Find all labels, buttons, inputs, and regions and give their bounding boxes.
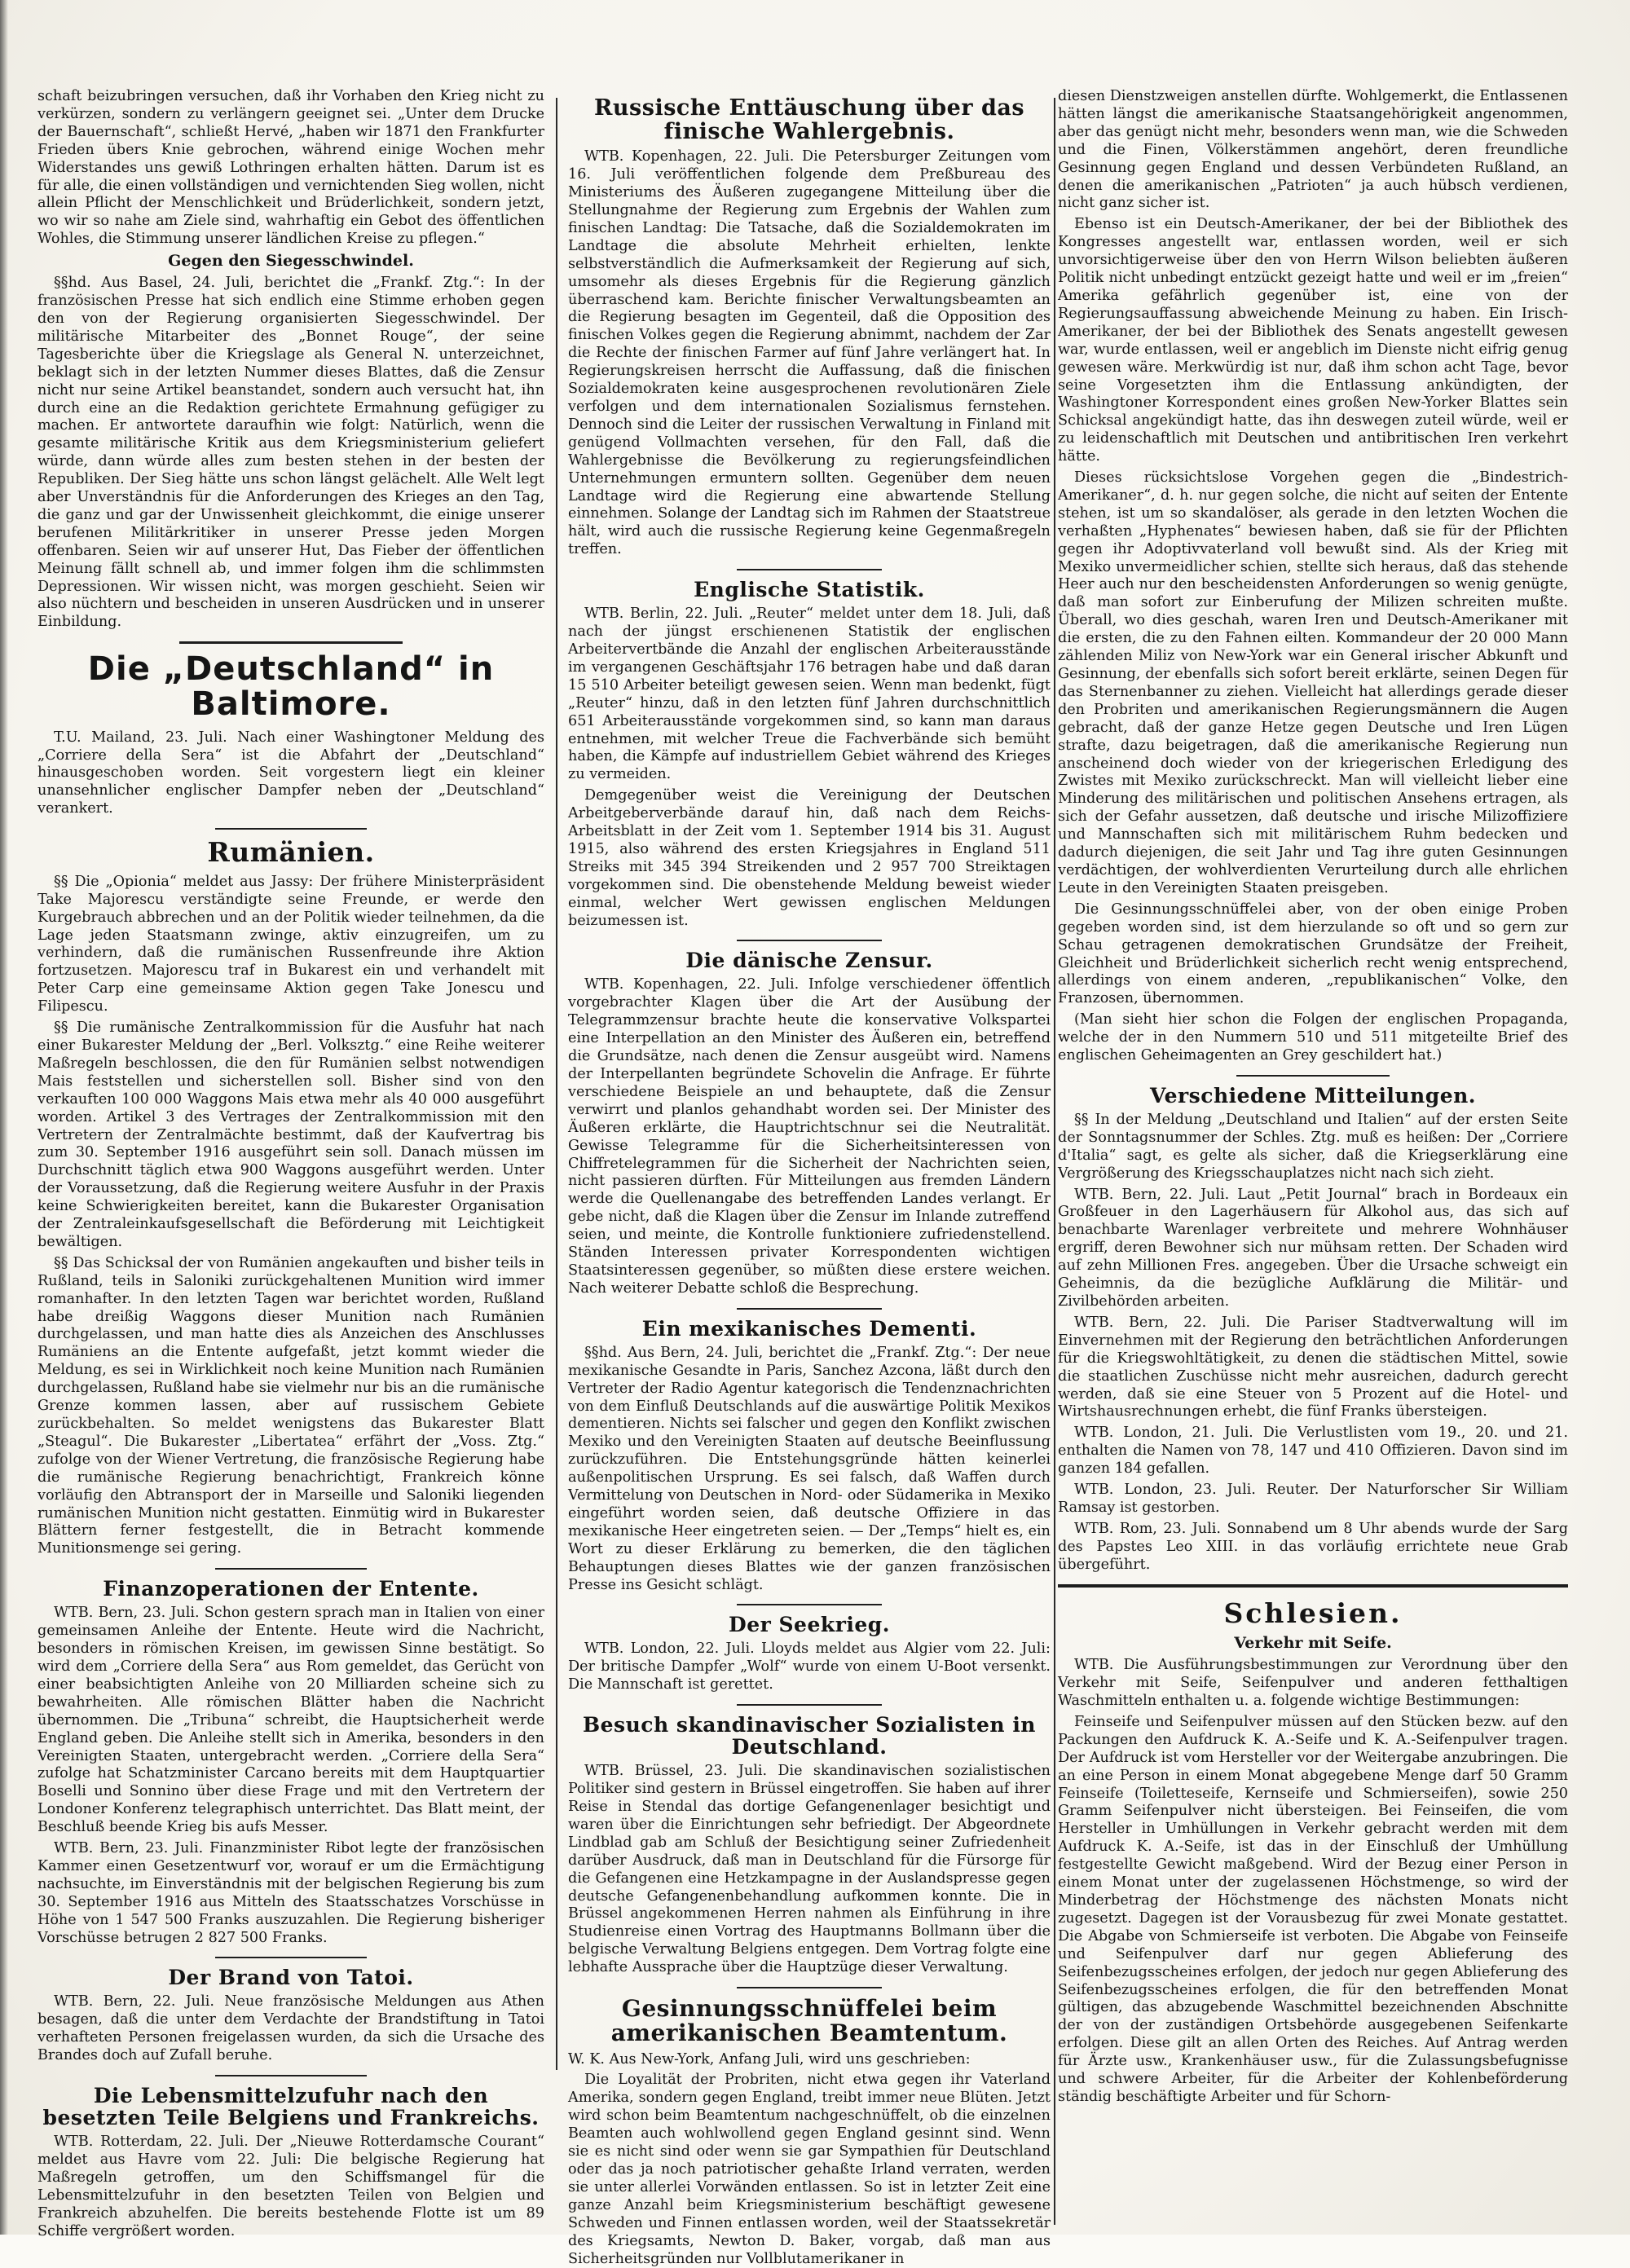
article-headline: Der Brand von Tatoi. [168,1966,414,1990]
article-paragraph: WTB. Brüssel, 23. Juli. Die skandinavischen sozialistischen Politiker sind gestern in Brüssel eingetroffen. Sie haben auf ihrer Reise in Stendal das dortige Gefangenenlager besichtigt und waren über die Einrichtungen sehr befriedigt. Der Abgeordnete Lindblad gab am Schluß der Besichtigung seiner Zufriedenheit darüber Ausdruck, daß man in Deutschland für die Fürsorge für die Gefangenen eine Hetzkampagne in der Auslandspresse gegen deutsche Gefangenenbehandlung aufkommen konnte. Die in Brüssel angekommenen Herren nahmen als Einführung in ihre Studienreise einen Vortrag des Hauptmanns Bollmann über die belgische Verwaltung Belgiens entgegen. Dem Vortrag folgte eine lebhafte Aussprache über die Hauptzüge dieser Verwaltung. [568,1763,1051,1976]
article-headline: Finanzoperationen der Entente. [103,1577,479,1601]
article-paragraph: T.U. Mailand, 23. Juli. Nach einer Washingtoner Meldung des „Corriere della Sera“ ist die Abfahrt der „Deutschland“ hinausgeschoben worden. Seit vorgestern liegt ein kleiner unansehnlicher englischer Dampfer neben der „Deutschland“ verankert. [37,729,544,817]
article-continuation: schaft beizubringen versuchen, daß ihr Vorhaben den Krieg nicht zu verkürzen, sondern zu verlängern geeignet sei. „Unter dem Drucke der Bauernschaft“, schließt Hervé, „haben wir 1871 den Frankfurter Frieden übers Knie gebrochen, während einige Wochen mehr Widerstandes uns gewiß Lothringen erhalten hätten. Darum ist es für alle, die einen vollständigen und vernichtenden Sieg wollen, nicht allein Pflicht der Menschlichkeit und Brüderlichkeit, sondern jetzt, wo wir so nahe am Ziele sind, wahrhaftig ein Gebot des öffentlichen Wohles, die Stimmung unserer ländlichen Kreise zu pflegen.“ [37,88,544,248]
article-paragraph: Demgegenüber weist die Vereinigung der Deutschen Arbeitgeberverbände darauf hin, daß nach dem Reichs-Arbeitsblatt in der Zeit vom 1. September 1914 bis 31. August 1915, also während des ersten Kriegsjahres in England 511 Streiks mit 345 394 Streikenden und 2 957 700 Streiktagen vorgekommen sind. Die obenstehende Meldung beweist wieder einmal, welcher Wert gewissen englischen Meldungen beizumessen ist. [568,787,1051,929]
article-dateline: W. K. Aus New-York, Anfang Juli, wird uns geschrieben: [568,2050,971,2068]
article-paragraph: WTB. London, 22. Juli. Lloyds meldet aus Algier vom 22. Juli: Der britische Dampfer „Wolf“ wurde von einem U-Boot versenkt. Die Mannschaft ist gerettet. [568,1640,1051,1693]
article-paragraph: §§hd. Aus Basel, 24. Juli, berichtet die „Frankf. Ztg.“: In der französischen Presse hat sich endlich eine Stimme erhoben gegen den von der Regierung organisierten Siegesschwindel. Der militärische Mitarbeiter des „Bonnet Rouge“, der seine Tagesberichte über die Kriegslage als General N. unterzeichnet, beklagt sich in der letzten Nummer dieses Blattes, daß die Zensur nicht nur seine Artikel beanstandet, sondern auch versucht hat, ihn durch eine an die Redaktion gerichtete Ermahnung gefügiger zu machen. Er antwortete daraufhin wie folgt: Natürlich, wenn die gesamte militärische Kritik aus dem Kriegsministerium geliefert würde, dann würde alles zum besten stehen in der besten der Republiken. Der Sieg hätte uns schon längst gelächelt. Alle Welt legt aber Unverständnis für die Anforderungen des Krieges an den Tag, die ganz und gar der Unwissenheit gleichkommt, die einige unserer berufenen Militärkritiker in unserer Presse jeden Morgen offenbaren. Seien wir auf unserer Hut, Das Fieber der öffentlichen Meinung fällt schnell ab, und immer folgen ihm die schlimmsten Depressionen. Wir wissen nicht, was morgen geschieht. Seien wir also nüchtern und bescheiden in unseren Ausdrücken und in unserer Einbildung. [37,275,544,631]
article-paragraph: §§ In der Meldung „Deutschland und Italien“ auf der ersten Seite der Sonntagsnummer der Schles. Ztg. muß es heißen: Der „Corriere d'Italia“ sagt, es gelte als sicher, daß die Kriegserklärung eine Vergrößerung des Kriegsschauplatzes nicht nach sich zieht. [1058,1111,1568,1182]
article-paragraph: WTB. Bern, 22. Juli. Laut „Petit Journal“ brach in Bordeaux ein Großfeuer in den Lagerhäusern für Alkohol aus, das sich auf benachbarte Warenlager verbreitete und mehrere Wohnhäuser ergriff, deren Bewohner sich nur mühsam retten. Der Schaden wird auf zehn Millionen Fres. angegeben. Über die Ursache schweigt ein Geheimnis, da die bezügliche Aufklärung die Militär- und Zivilbehörden arbeiten. [1058,1186,1568,1310]
section-subheadline: Verkehr mit Seife. [1234,1634,1392,1653]
article-paragraph: Die Loyalität der Probriten, nicht etwa gegen ihr Vaterland Amerika, sondern gegen England, treibt immer neue Blüten. Jetzt wird schon beim Beamtentum nachgeschnüffelt, ob die einzelnen Beamten auch wohlwollend gegen England gesinnt sind. Wenn sie es nicht sind oder wenn sie gar Sympathien für Deutschland oder das ja noch patriotischer gehaßte Irland verraten, werden sie unter allerlei Vorwänden entlassen. So ist in letzter Zeit eine ganze Anzahl beim Kriegsministerium beschäftigt gewesene Schweden und Finnen entlassen worden, weil der Staatssekretär des Kriegsamts, Newton D. Baker, vorgab, daß man aus Sicherheitsgründen nur Vollblutamerikaner in [568,2072,1051,2267]
article-paragraph: §§ Die „Opionia“ meldet aus Jassy: Der frühere Ministerpräsident Take Majorescu verständigte seine Freunde, er werde den Kurgebrauch abbrechen und an der Politik wieder teilnehmen, da die Lage jeden Staatsmann zwinge, aktiv einzugreifen, um zu verhindern, daß die rumänischen Russenfreunde ihre Aktion fortzusetzen. Majorescu traf in Bukarest ein und verhandelt mit Peter Carp eine gemeinsame Aktion gegen Take Jonescu und Filipescu. [37,873,544,1015]
article-paragraph: WTB. Rotterdam, 22. Juli. Der „Nieuwe Rotterdamsche Courant“ meldet aus Havre vom 22. Juli: Die belgische Regierung hat Maßregeln getroffen, um den Schiffsmangel für die Lebensmittelzufuhr in den besetzten Teilen von Belgien und Frankreich abzuhelfen. Die bereits bestehende Flotte ist um 89 Schiffe vergrößert worden. [37,2134,544,2239]
article-separator [215,2075,368,2076]
article-separator [179,641,403,644]
section-separator [1058,1584,1568,1588]
article-paragraph: Ebenso ist ein Deutsch-Amerikaner, der bei der Bibliothek des Kongresses angestellt war, entlassen worden, weil er sich unvorsichtigerweise über den von Herrn Wilson beliebten äußeren Politik nicht unbedingt entzückt gezeigt hatte und weil er im „freien“ Amerika gefährlich gegenüber ist, eine von der Regierungsauffassung abweichende Meinung zu haben. Ein Irisch-Amerikaner, der bei der Bibliothek des Senats angestellt gewesen war, wurde entlassen, weil er angeblich im Dienste nicht eifrig genug gewesen wäre. Merkwürdig ist nur, daß ihm schon acht Tage, bevor seine Vorgesetzten ihm die Entlassung ankündigten, der Washingtoner Korrespondent eines großen New-Yorker Blattes sein Schicksal angekündigt hatte, das ihn deswegen zuteil würde, weil er zu leidenschaftlich mit Deutschen und antibritischen Iren verkehrt hätte. [1058,216,1568,465]
article-paragraph: Dieses rücksichtslose Vorgehen gegen die „Bindestrich-Amerikaner“, d. h. nur gegen solche, die nicht auf seiten der Entente stehen, ist um so skandalöser, als gerade in den letzten Wochen die verhaßten „Hyphenates“ bewiesen haben, daß sie für der Pflichten gegen ihr Adoptivvaterland voll bewußt sind. Als der Krieg mit Mexiko unvermeidlicher schien, stellte sich heraus, daß das stehende Heer auch nur den bescheidensten Anforderungen so wenig genügte, daß man sofort zur Einberufung der Milizen schreiten mußte. Überall, wo dies geschah, waren Iren und Deutsch-Amerikaner mit die ersten, die zu den Fahnen eilten. Kommandeur der 20 000 Mann zählenden Miliz von New-York war ein General irischer Abkunft und Gesinnung, der ebenfalls sich sofort bereit erklärte, seinen Degen für das Sternenbanner zu ziehen. Vielleicht hat allerdings gerade dieser den Probriten und amerikanischen Regierungsmännern die Augen gebracht, daß der ganze Hetze gegen Deutsche und Iren Lügen strafte, dazu beigetragen, daß die amerikanische Regierung nun anscheinend doch wieder von der kriegerischen Erledigung des Zwistes mit Mexiko zurückschreckt. Man will vielleicht lieber eine Minderung des militärischen und politischen Ansehens ertragen, als sich der Gefahr aussetzen, daß deutsche und irische Milizoffiziere und Mannschaften sich mit militärischem Ruhm bedecken und dadurch diejenigen, die seit Jahr und Tag ihre guten Gesinnungen verdächtigen, der wohlverdienten Verurteilung durch alle ehrlichen Leute in den Vereinigten Staaten preisgeben. [1058,469,1568,896]
article-paragraph: WTB. London, 21. Juli. Die Verlustlisten vom 19., 20. und 21. enthalten die Namen von 78, 147 und 410 Offizieren. Davon sind im ganzen 184 gefallen. [1058,1425,1568,1478]
article-paragraph: §§ Die rumänische Zentralkommission für die Ausfuhr hat nach einer Bukarester Meldung der „Berl. Volksztg.“ eine Reihe weiterer Maßregeln beschlossen, die den für Rumänien selbst notwendigen Mais feststellen und sicherstellen soll. Bisher sind von den verkauften 100 000 Waggons Mais etwa mehr als 40 000 ausgeführt worden. Artikel 3 des Vertrages der Zentralkommission mit den Vertretern der Zentralmächte bestimmt, daß der Kaufvertrag bis zum 30. September 1916 ausgeführt sein soll. Danach müssen im Durchschnitt täglich etwa 900 Waggons ausgeführt werden. Unter der Voraussetzung, daß die Regierung weitere Ausfuhr in der Praxis keine Schwierigkeiten bereitet, kann die Bukarester Organisation der Zentraleinkaufsgesellschaft die Beförderung mit Leichtigkeit bewältigen. [37,1019,544,1250]
article-paragraph: WTB. Bern, 23. Juli. Schon gestern sprach man in Italien von einer gemeinsamen Anleihe der Entente. Heute wird die Nachricht, besonders in römischen Kreisen, im gewissen Sinne bestätigt. So wird dem „Corriere della Sera“ aus Rom gemeldet, das Gerücht von einer beabsichtigten Anleihe von 20 Milliarden scheine sich zu bewahrheiten. Alle römischen Blätter haben die Nachricht übernommen. Die „Tribuna“ schreibt, die Hauptsicherheit werde England geben. Die Anleihe stellt sich in Amerika, besonders in den Vereinigten Staaten, untergebracht werden. „Corriere della Sera“ zufolge hat Schatzminister Carcano bereits mit dem Hauptquartier Boselli und Sonnino über diese Frage und mit den Vertretern der Londoner Konferenz telegraphisch unterrichtet. Das Blatt meint, der Beschluß beende Krieg bis aufs Messer. [37,1605,544,1836]
article-headline: Russische Enttäuschung über das finische Wahlergebnis. [593,95,1025,145]
column-middle [568,88,1051,2267]
article-paragraph: WTB. Bern, 22. Juli. Die Pariser Stadtverwaltung will im Einvernehmen mit der Regierung den beträchtlichen Anforderungen für die Kriegswohltätigkeit, zu denen die städtischen Mittel, sowie die staatlichen Zuschüsse nicht mehr ausreichen, dadurch gerecht werden, daß sie eine Steuer von 5 Prozent auf die Hotel- und Wirtshausrechnungen erhebt, die fünf Franks übersteigen. [1058,1314,1568,1420]
article-headline: Englische Statistik. [694,578,925,602]
article-headline: Ein mexikanisches Dementi. [641,1316,977,1341]
editor-note: (Man sieht hier schon die Folgen der englischen Propaganda, welche der in den Nummern 510 und 511 mitgeteilte Brief des englischen Geheimagenten an Grey geschildert hat.) [1058,1011,1568,1064]
article-separator [737,940,882,941]
article-headline: Gegen den Siegesschwindel. [168,252,414,271]
article-paragraph: WTB. Berlin, 22. Juli. „Reuter“ meldet unter dem 18. Juli, daß nach der jüngst erschienenen Statistik der englischen Arbeitervertbände die Anzahl der englischen Arbeiterausstände im vergangenen Geschäftsjahr 176 betragen habe und daß daran 15 510 Arbeiter beteiligt gewesen seien. Wenn man bedenkt, fügt „Reuter“ hinzu, daß in den letzten fünf Jahren durchschnittlich 651 Arbeiterausstände vorgekommen sind, so kann man daraus entnehmen, mit welcher Treue die Fachverbände sich bemüht haben, die Kämpfe auf industriellem Gebiet während des Krieges zu vermeiden. [568,606,1051,783]
article-paragraph: Die Gesinnungsschnüffelei aber, von der oben einige Proben gegeben worden sind, ist dem hierzulande so oft und so gern zur Schau getragenen demokratischen Grundsätze der Freiheit, Gleichheit und Brüderlichkeit sicherlich recht wenig entsprechend, allerdings von einem anderen, „republikanischen“ Volke, den Franzosen, übernommen. [1058,901,1568,1007]
column-divider [556,98,557,2070]
article-paragraph: WTB. Rom, 23. Juli. Sonnabend um 8 Uhr abends wurde der Sarg des Papstes Leo XIII. in das vorläufig errichtete neue Grab übergeführt. [1058,1520,1568,1573]
scan-edge-shadow [0,0,8,2235]
article-separator [737,569,882,570]
article-paragraph: §§ Das Schicksal der von Rumänien angekauften und bisher teils in Rußland, teils in Saloniki zurückgehaltenen Munition wird immer romanhafter. In den letzten Tagen war berichtet worden, Rußland habe dreißig Waggons dieser Munition nach Rumänien durchgelassen, und man hatte dies als Anzeichen des Anschlusses Rumäniens an die Entente aufgefaßt, jetzt kommt wieder die Meldung, es sei in Wirklichkeit noch keine Munition nach Rumänien durchgelassen, Rußland habe sie vielmehr nur bis an die rumänische Grenze kommen lassen, aber auf russischem Gebiete zurückbehalten. So meldet wenigstens das Bukarester Blatt „Steagul“. Die Bukarester „Libertatea“ erfährt der „Voss. Ztg.“ zufolge von der Wiener Vertretung, die französische Regierung habe die rumänische Regierung benachrichtigt, Frankreich könne vorläufig den Abtransport der in Marseille und Saloniki liegenden rumänischen Munition nicht gestatten. Einmütig wird in Bukarester Blättern ferner festgestellt, die in Betracht kommende Munitionsmenge sei gering. [37,1254,544,1557]
article-headline: Verschiedene Mitteilungen. [1149,1083,1476,1108]
article-headline: Die „Deutschland“ in Baltimore. [87,650,495,724]
article-separator [215,1568,368,1570]
article-paragraph: Feinseife und Seifenpulver müssen auf den Stücken bezw. auf den Packungen den Aufdruck K. A.-Seife und K. A.-Seifenpulver tragen. Der Aufdruck ist vom Hersteller vor der Weitergabe anzubringen. Die an eine Person in einem Monat abgegebene Menge darf 50 Gramm Feinseife (Toiletteseife, Kernseife und Schmierseifen), sowie 250 Gramm Seifenpulver nicht übersteigen. Bei Feinseifen, die vom Hersteller in Umhüllungen in Verkehr gebracht werden mit dem Aufdruck K. A.-Seife, ist das in der Einschluß der Umhüllung festgestellte Gewicht maßgebend. Wird der Bezug einer Person in einem Monat unter der zugelassenen Höchstmenge, so wird der Minderbetrag der Höchstmenge des nächsten Monats nicht zugesetzt. Dagegen ist der Vorausbezug für zwei Monate gestattet. Die Abgabe von Schmierseife ist verboten. Die Abgabe von Feinseife und Seifenpulver darf nur gegen Ablieferung des Seifenbezugsscheines erfolgen, der jedoch nur gegen Ablieferung des Seifenbezugsscheines erfolgen, die für den betreffenden Monat gültigen, das abzugebende Waschmittel bezeichnenden Abschnitte der von der zuständigen Ortsbehörde ausgegebenen Seifenkarte erfolgen. Diese gilt an allen Orten des Reiches. Auf Antrag werden für Ärzte usw., Krankenhäuser usw., für die Zulassungsbefugnisse und schwere Arbeiter, für die Arbeiter der Kohlenbeförderung ständig beschäftigte Arbeiter und für Schorn- [1058,1713,1568,2105]
section-headline: Schlesien. [1223,1596,1403,1629]
article-separator [215,828,368,830]
article-headline: Die dänische Zensur. [685,949,933,973]
article-headline: Gesinnungsschnüffelei beim amerikanischen Beamtentum. [610,1995,1008,2047]
article-headline: Die Lebensmittelzufuhr nach den besetzten Teile Belgiens und Frankreichs. [42,2084,540,2130]
column-left [37,88,544,2239]
article-separator [737,1604,882,1605]
article-separator [737,1987,882,1988]
article-headline: Besuch skandinavischer Sozialisten in Deutschland. [583,1713,1036,1759]
article-paragraph: WTB. London, 23. Juli. Reuter. Der Naturforscher Sir William Ramsay ist gestorben. [1058,1482,1568,1516]
article-paragraph: WTB. Bern, 22. Juli. Neue französische Meldungen aus Athen besagen, daß die unter dem Verdachte der Brandstiftung in Tatoi verhafteten Personen freigelassen wurden, da sich die Ursache des Brandes doch auf Zufall beruhe. [37,1993,544,2064]
article-headline: Rumänien. [207,836,375,869]
article-paragraph: WTB. Die Ausführungsbestimmungen zur Verordnung über den Verkehr mit Seife, Seifenpulver und anderen fetthaltigen Waschmitteln enthalten u. a. folgende wichtige Bestimmungen: [1058,1657,1568,1710]
article-separator [1236,1075,1390,1077]
article-separator [737,1704,882,1706]
article-continuation: diesen Dienstzweigen anstellen dürfte. Wohlgemerkt, die Entlassenen hätten längst die amerikanische Staatsangehörigkeit angenommen, aber das genügt nicht mehr, besonders wenn man, wie die Schweden und die Finen, Völkerstämmen angehört, deren freundliche Gesinnung gegen England und dessen Verbündeten Rußland, an denen die amerikanischen „Patrioten“ ja auch hübsch verdienen, nicht ganz sicher ist. [1058,88,1568,212]
article-paragraph: WTB. Kopenhagen, 22. Juli. Infolge verschiedener öffentlich vorgebrachter Klagen über die Art der Ausübung der Telegrammzensur brachte heute die konservative Volkspartei eine Interpellation an den Minister des Äußeren ein, betreffend die Grundsätze, nach denen die Zensur ausgeübt wird. Namens der Interpellanten begründete Schovelin die Anfrage. Er führte verschiedene Beispiele an und behauptete, daß die Zensur verwirrt und planlos gehandhabt worden sei. Der Minister des Äußeren erklärte, die Hauptrichtschnur sei die Neutralität. Gewisse Telegramme für die Sicherheitsinteressen von Chiffretelegrammen für die Sicherheit der Nachrichten seien, nicht passieren dürften. Für Mitteilungen aus fremden Ländern werde die Quellenangabe des betreffenden Landes verlangt. Er gebe nicht, daß die Klagen über die Zensur im Inlande zutreffend seien, und meinte, die Kontrolle funktioniere zufriedenstellend. Ständen Interessen privater Korrespondenten wichtigen Staatsinteressen gegenüber, so müßten diese erstere weichen. Nach weiterer Debatte schloß die Besprechung. [568,976,1051,1297]
article-paragraph: WTB. Bern, 23. Juli. Finanzminister Ribot legte der französischen Kammer einen Gesetzentwurf vor, worauf er um die Ermächtigung nachsuchte, im Einverständnis mit der belgischen Regierung bis zum 30. September 1916 aus Mitteln des Staatsschatzes Vorschüsse in Höhe von 1 547 500 Franks auszuzahlen. Die Regierung bisheriger Vorschüsse betrugen 2 827 500 Franks. [37,1840,544,1946]
article-separator [215,1957,368,1958]
article-paragraph: WTB. Kopenhagen, 22. Juli. Die Petersburger Zeitungen vom 16. Juli veröffentlichen folgende dem Preßbureau des Ministeriums des Äußeren zugegangene Mitteilung über die Stellungnahme der Regierung zum Ergebnis der Wahlen zum finischen Landtag: Die Tatsache, daß die Sozialdemokraten im Landtage die absolute Mehrheit erhielten, lenkte selbstverständlich die Aufmerksamkeit der Regierung auf sich, umsomehr als dieses Ergebnis für die Regierung gänzlich überraschend kam. Berichte finischer Verwaltungsbeamten an die Regierung besagten im Gegenteil, daß die Opposition des finischen Volkes gegen die Regierung abnimmt, nachdem der Zar die Rechte der finischen Farmer auf fünf Jahre verlängert hat. In Regierungskreisen herrscht die Auffassung, daß die finischen Sozialdemokraten keine ausgesprochenen revolutionären Ziele verfolgen und dem internationalen Sozialismus fernstehen. Dennoch sind die Leiter der russischen Verwaltung in Finland mit genügend Vollmachten versehen, für den Fall, daß die Wahlergebnisse die Bevölkerung zu regierungsfeindlichen Unternehmungen ermuntern sollten. Gegenüber dem neuen Landtage wird die Regierung eine abwartende Stellung einnehmen. Solange der Landtag sich im Rahmen der Staatstreue hält, wird auch die russische Regierung keine Gegenmaßregeln treffen. [568,148,1051,558]
article-separator [737,1308,882,1310]
column-divider [1054,98,1055,2225]
column-right [1058,88,1568,2215]
article-paragraph: §§hd. Aus Bern, 24. Juli, berichtet die „Frankf. Ztg.“: Der neue mexikanische Gesandte in Paris, Sanchez Azcona, läßt durch den Vertreter der Radio Agentur kategorisch die Tendenznachrichten von dem Einfluß Deutschlands auf die auswärtige Politik Mexikos dementieren. Nichts sei falscher und gegen den Konflikt zwischen Mexiko und den Vereinigten Staaten auf deutsche Beeinflussung zurückzuführen. Die Entstehungsgründe hätten keinerlei außenpolitischen Ursprung. Es sei falsch, daß Waffen durch Vermittelung von Deutschen in Nord- oder Südamerika in Mexiko eingeführt worden seien, daß deutsche Offiziere in das mexikanische Heer eingetreten seien. — Der „Temps“ hielt es, ein Wort zu dieser Erklärung zu bemerken, die den täglichen Behauptungen dieses Blattes wie der ganzen französischen Presse ins Gesicht schlägt. [568,1344,1051,1593]
article-headline: Der Seekrieg. [729,1613,890,1637]
